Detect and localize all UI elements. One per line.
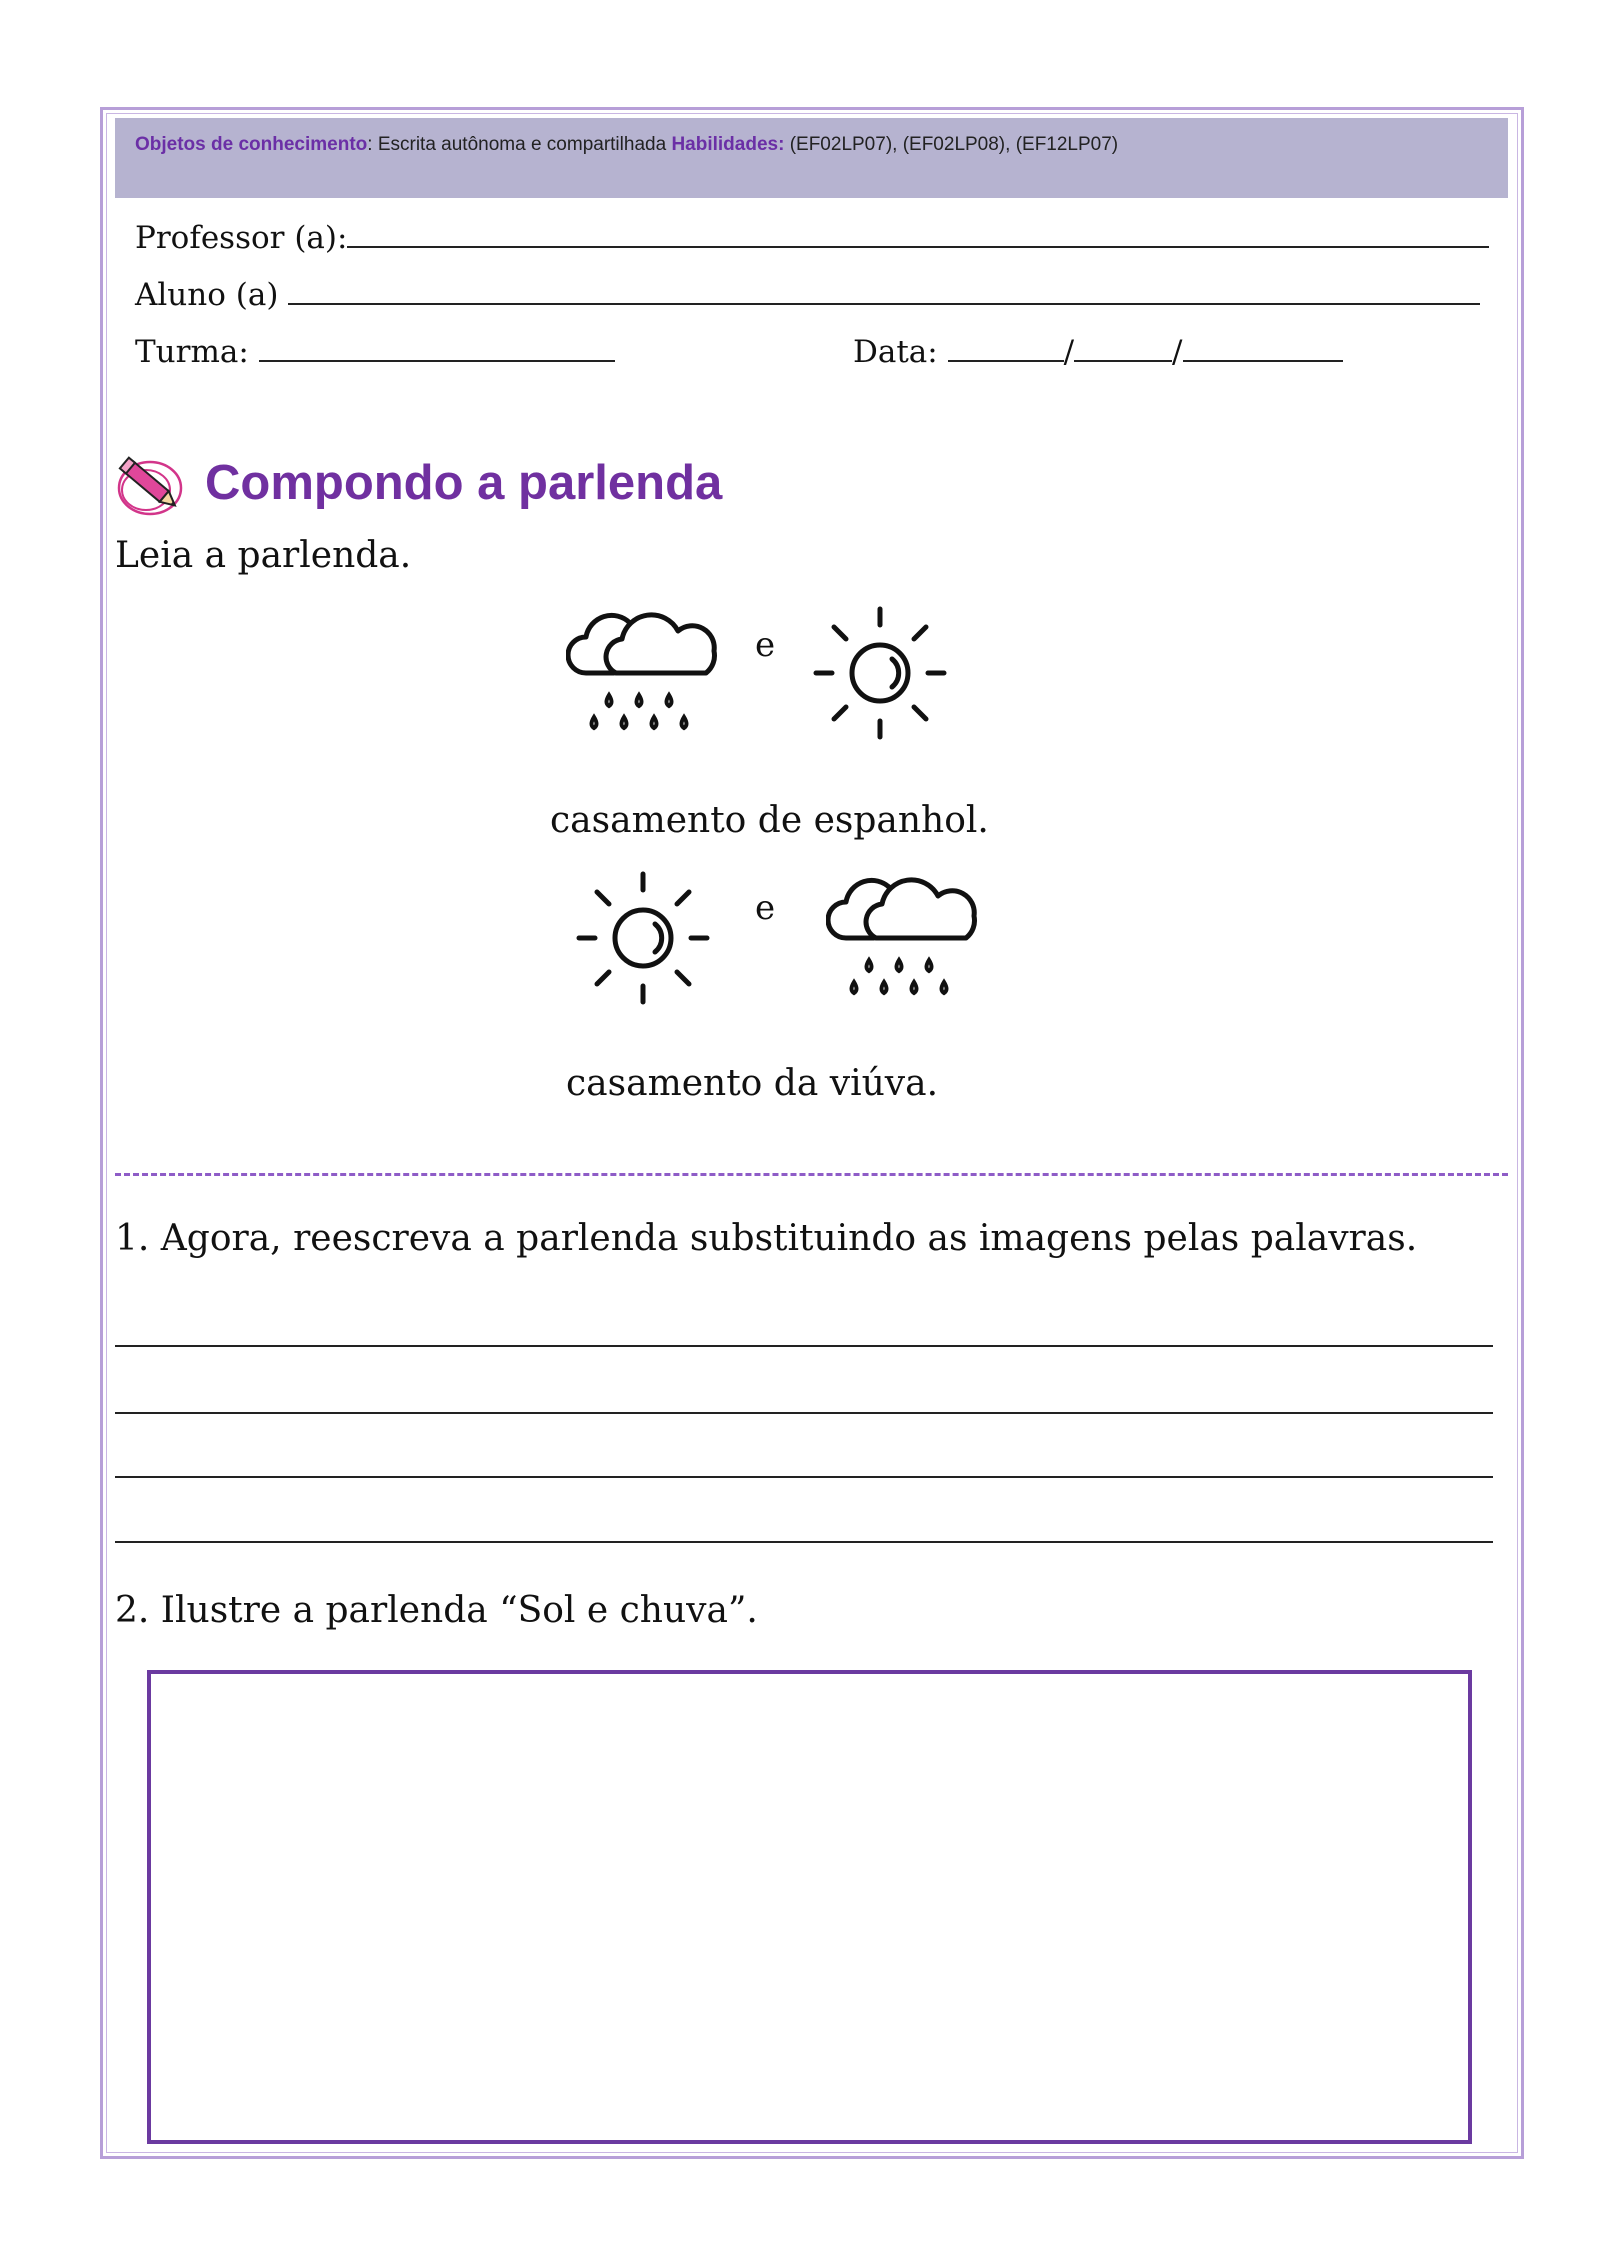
aluno-label: Aluno (a) — [135, 277, 279, 313]
illustration-box[interactable] — [147, 1670, 1472, 2144]
answer-line[interactable] — [115, 1412, 1493, 1414]
professor-line[interactable] — [347, 218, 1489, 248]
rhyme-line-1: casamento de espanhol. — [550, 800, 989, 841]
answer-line[interactable] — [115, 1476, 1493, 1478]
rain-cloud-icon — [826, 868, 990, 1004]
instruction-text: Leia a parlenda. — [115, 535, 412, 576]
turma-label: Turma: — [135, 334, 249, 370]
aluno-field[interactable] — [135, 275, 1480, 313]
date-separator: / — [1172, 334, 1183, 370]
data-month-line[interactable] — [1074, 332, 1172, 362]
sun-icon — [810, 603, 950, 743]
aluno-line[interactable] — [288, 275, 1480, 305]
header-band — [115, 118, 1508, 198]
sun-icon — [573, 868, 713, 1008]
question-1: 1. Agora, reescreva a parlenda substituindo as imagens pelas palavras. — [115, 1218, 1418, 1259]
rhyme-connector: e — [755, 888, 776, 928]
data-label: Data: — [853, 334, 938, 370]
objects-label: Objetos de conhecimento — [135, 134, 368, 155]
rhyme-line-2: casamento da viúva. — [566, 1063, 939, 1104]
professor-label: Professor (a): — [135, 220, 348, 256]
data-day-line[interactable] — [948, 332, 1064, 362]
section-title: Compondo a parlenda — [205, 456, 723, 510]
section-divider — [115, 1173, 1508, 1176]
question-2: 2. Ilustre a parlenda “Sol e chuva”. — [115, 1590, 758, 1631]
pencil-icon — [112, 450, 186, 520]
turma-line[interactable] — [259, 332, 615, 362]
data-year-line[interactable] — [1183, 332, 1343, 362]
answer-line[interactable] — [115, 1345, 1493, 1347]
skills-value: (EF02LP07), (EF02LP08), (EF12LP07) — [784, 134, 1119, 155]
data-field[interactable] — [853, 332, 1343, 370]
turma-field[interactable] — [135, 332, 615, 370]
rhyme-connector: e — [755, 625, 776, 665]
date-separator: / — [1063, 334, 1075, 370]
skills-label: Habilidades: — [671, 134, 785, 155]
professor-field[interactable] — [135, 218, 1489, 256]
rain-cloud-icon — [566, 603, 730, 739]
answer-line[interactable] — [115, 1541, 1493, 1543]
objects-value: : Escrita autônoma e compartilhada — [367, 134, 672, 155]
